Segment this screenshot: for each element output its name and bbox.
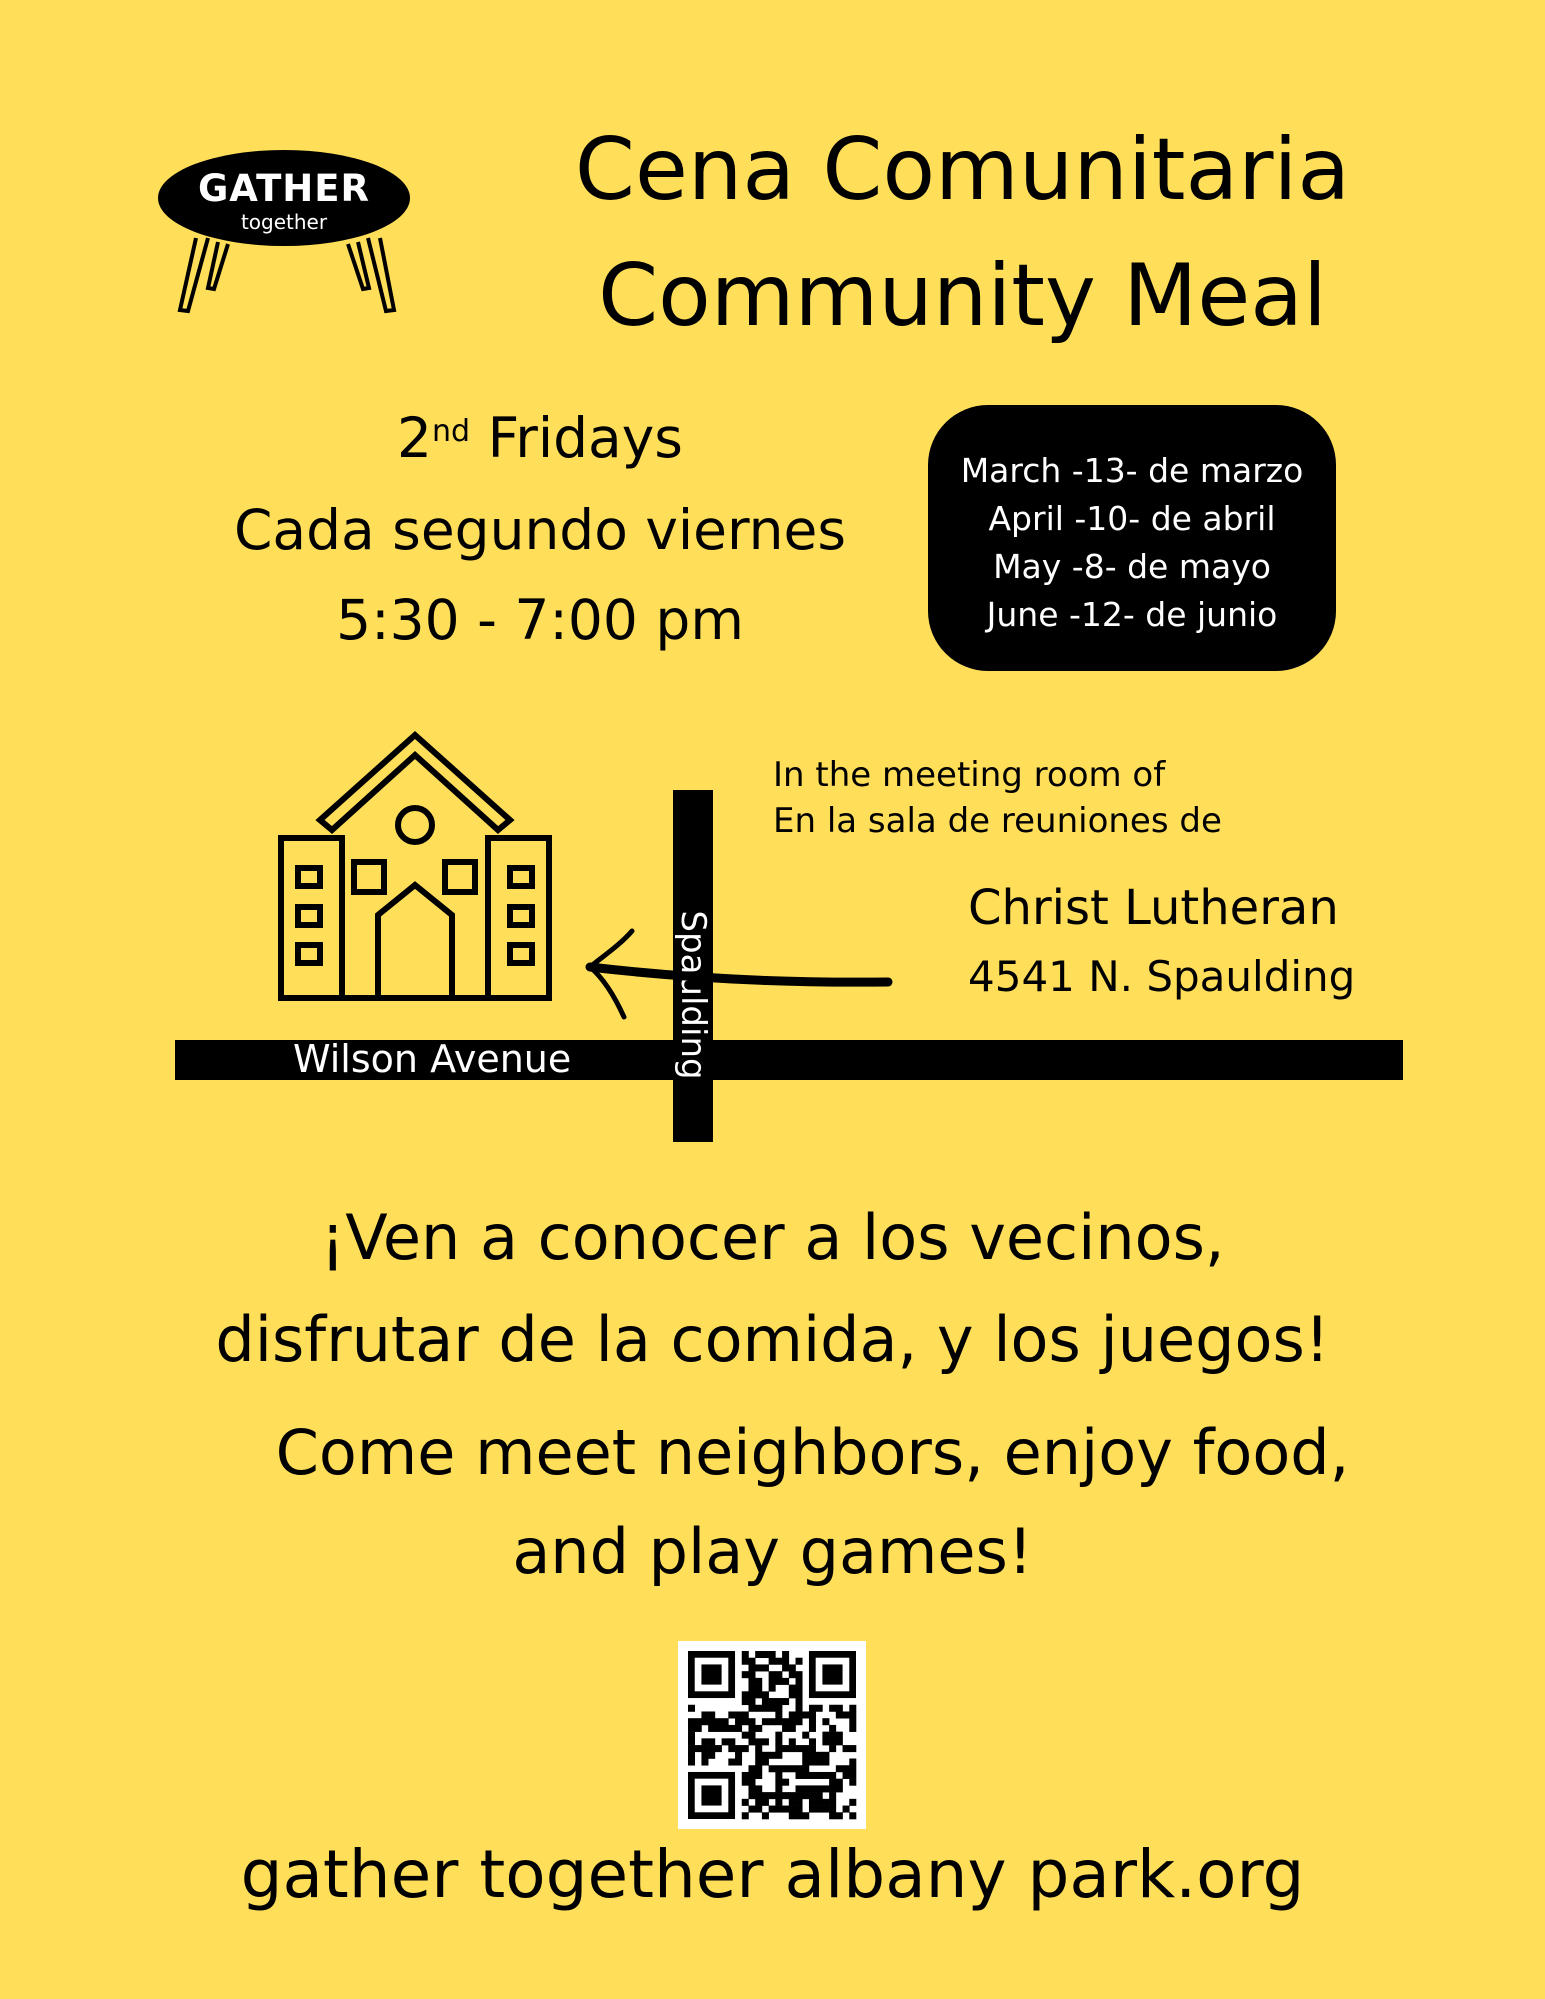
schedule-spanish: Cada segundo viernes	[233, 498, 847, 562]
logo-oval	[158, 150, 410, 246]
title-spanish: Cena Comunitaria	[574, 120, 1351, 220]
invite-english-line2: and play games!	[512, 1515, 1033, 1588]
logo-tagline: together	[240, 210, 328, 234]
church-address: 4541 N. Spaulding	[968, 952, 1356, 1001]
logo-name: GATHER	[197, 167, 371, 210]
ordinal-suffix: nd	[432, 414, 471, 449]
location-intro-english: In the meeting room of	[773, 755, 1166, 795]
ordinal-number: 2	[397, 406, 433, 470]
location-intro-spanish: En la sala de reuniones de	[773, 801, 1222, 841]
gather-together-logo	[158, 150, 418, 320]
date-march: March -13- de marzo	[960, 451, 1304, 490]
arrow-left-icon	[580, 925, 900, 1025]
qr-code-icon	[678, 1641, 866, 1829]
fridays-text: Fridays	[470, 406, 683, 470]
schedule-fridays	[170, 408, 910, 468]
qr-code[interactable]	[678, 1641, 866, 1829]
dates-box	[928, 405, 1336, 671]
website-url[interactable]: gather together albany park.org	[240, 1836, 1305, 1913]
wilson-avenue-label: Wilson Avenue	[293, 1037, 572, 1081]
invite-spanish-line1: ¡Ven a conocer a los vecinos,	[320, 1201, 1225, 1274]
date-april: April -10- de abril	[988, 499, 1276, 538]
church-building-icon	[270, 725, 570, 1005]
invite-spanish-line2: disfrutar de la comida, y los juegos!	[215, 1303, 1330, 1376]
title-english: Community Meal	[598, 246, 1327, 346]
church-name: Christ Lutheran	[968, 880, 1339, 936]
spaulding-label: Spaulding	[673, 910, 713, 1080]
schedule-time: 5:30 - 7:00 pm	[336, 588, 744, 652]
invite-english-line1: Come meet neighbors, enjoy food,	[275, 1416, 1350, 1489]
date-june: June -12- de junio	[986, 595, 1278, 634]
date-may: May -8- de mayo	[993, 547, 1271, 586]
